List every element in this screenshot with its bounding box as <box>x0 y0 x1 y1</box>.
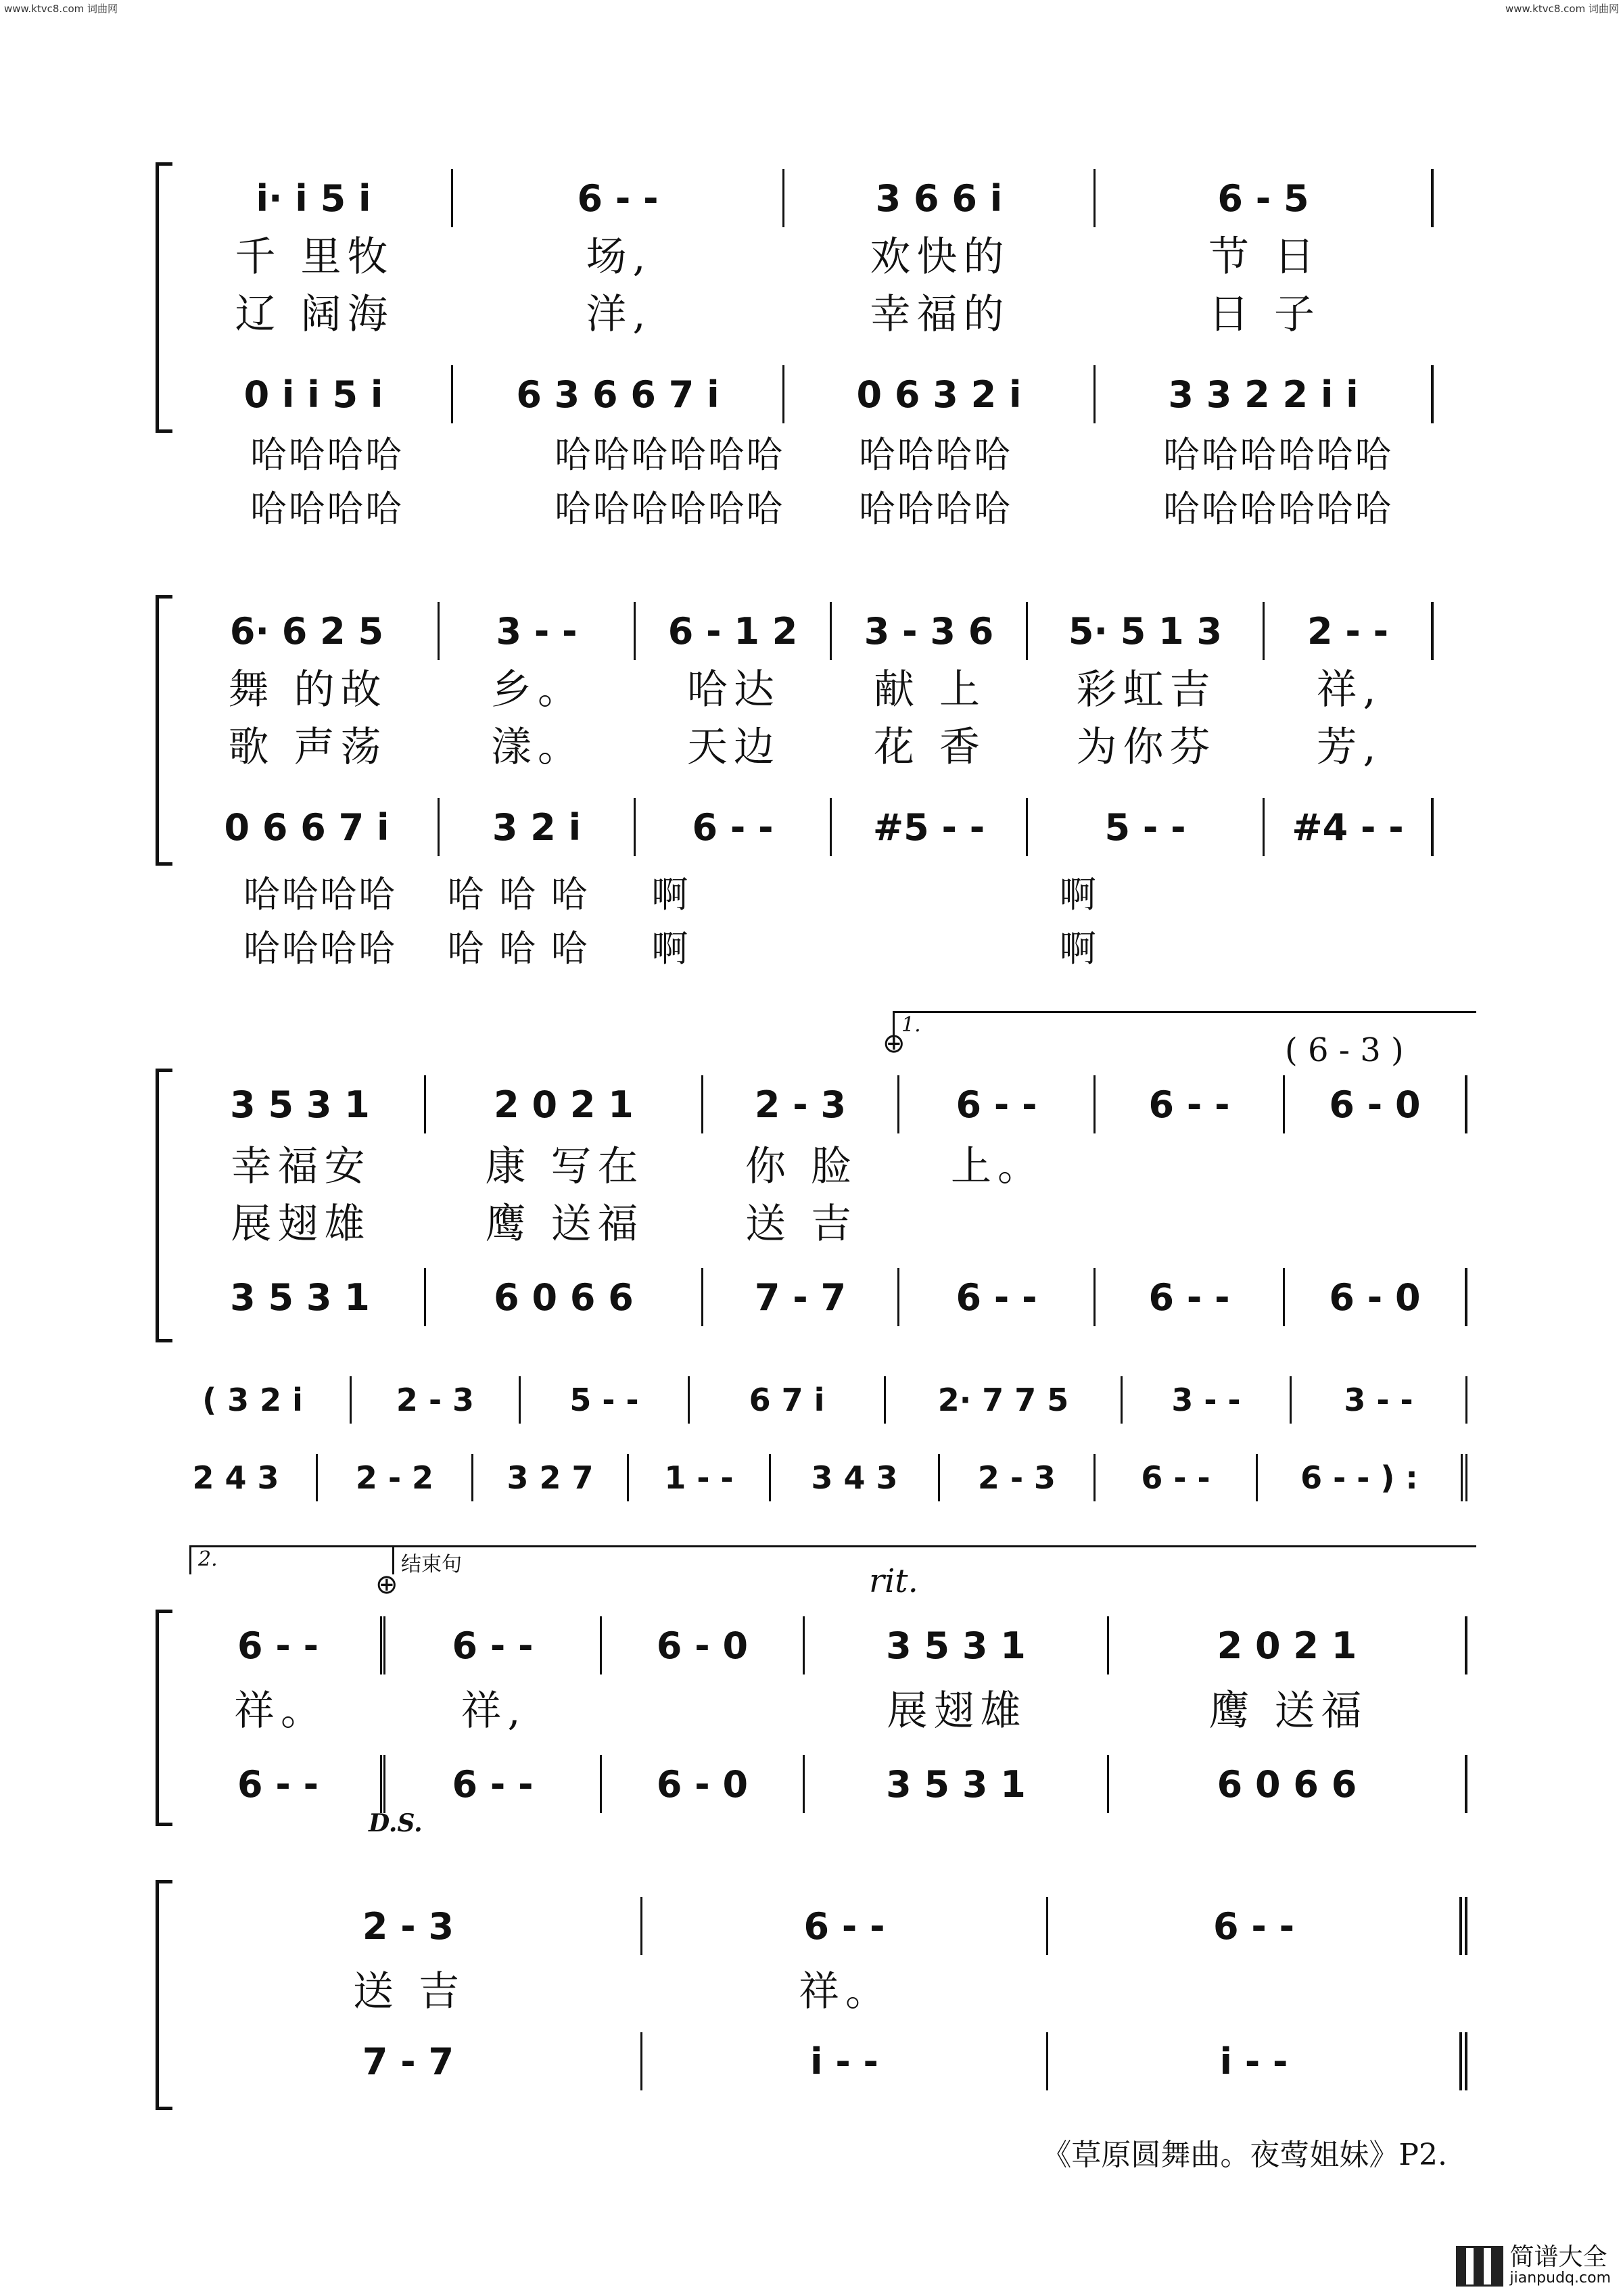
lyric: 为你芬 <box>1076 724 1217 771</box>
ha-lyric: 哈哈哈哈 <box>243 873 397 916</box>
ha-lyric: 啊 <box>1059 927 1098 970</box>
harmony-measure: 7 - 7 <box>703 1268 899 1326</box>
lyric <box>899 1194 1096 1248</box>
melody-measure: 3 5 3 1 <box>176 1075 426 1133</box>
lyric: 祥, <box>461 1687 527 1735</box>
inst-measure: 3 - - <box>1123 1376 1292 1424</box>
paren-note: ( 6 - 3 ) <box>1285 1031 1404 1069</box>
ha-lyric <box>1263 866 1467 918</box>
lyric: 幸福安 <box>231 1143 371 1190</box>
lyric: 节 日 <box>1208 233 1321 281</box>
melody-measure: 2 0 2 1 <box>1109 1616 1467 1674</box>
ha-lyric: 哈哈哈哈 <box>243 927 397 970</box>
lyric <box>1096 1194 1285 1248</box>
melody-measure: 6 - - <box>453 169 784 227</box>
harmony-measure: 6 0 6 6 <box>1109 1755 1467 1813</box>
ha-lyric <box>855 920 1060 972</box>
lyric: 祥。 <box>234 1687 327 1735</box>
inst-measure: 6 7 i <box>690 1376 886 1424</box>
melody-measure: i· i 5 i <box>176 169 453 227</box>
ha-lyric: 啊 <box>651 873 690 916</box>
lyric: 你 脸 <box>745 1143 858 1190</box>
harmony-measure: 3 2 i <box>440 798 636 856</box>
melody-measure: 6 - - <box>1048 1897 1467 1955</box>
lyric: 歌 声荡 <box>228 724 387 771</box>
melody-measure: 6 - - <box>176 1616 385 1674</box>
lyric: 辽 阔海 <box>235 291 394 338</box>
inst-measure: 6 - - <box>1096 1454 1258 1501</box>
lyric <box>1096 1136 1285 1190</box>
lyric: 鹰 送福 <box>485 1200 644 1248</box>
lyric: 天边 <box>687 724 780 771</box>
melody-measure: 2 - - <box>1265 602 1434 660</box>
lyric: 祥。 <box>799 1968 892 2015</box>
harmony-measure: 6 - 0 <box>1285 1268 1467 1326</box>
harmony-measure: #5 - - <box>832 798 1028 856</box>
ha-lyric: 哈哈哈哈 <box>859 434 1012 476</box>
harmony-measure: 6 3 6 6 7 i <box>453 365 784 423</box>
melody-measure: 6 - - <box>1096 1075 1285 1133</box>
lyric <box>1285 1136 1467 1190</box>
harmony-measure: 6 - - <box>385 1755 602 1813</box>
lyric: 哈达 <box>687 666 780 713</box>
ha-lyric: 哈哈哈哈哈哈 <box>1163 488 1394 530</box>
melody-measure: 6 - 0 <box>602 1616 805 1674</box>
inst-measure: 3 2 7 <box>473 1454 629 1501</box>
harmony-measure: 6 - - <box>636 798 832 856</box>
melody-measure: 6 - 5 <box>1096 169 1434 227</box>
lyric: 场, <box>586 233 652 281</box>
harmony-measure: 7 - 7 <box>176 2032 642 2090</box>
segno-icon: ⊕ <box>375 1569 398 1600</box>
harmony-measure: 0 6 3 2 i <box>784 365 1096 423</box>
instrumental-line-2 <box>156 1454 1467 1501</box>
lyric: 展翅雄 <box>887 1687 1027 1735</box>
lyric <box>602 1681 805 1735</box>
lyric: 彩虹吉 <box>1076 666 1217 713</box>
lyric: 乡。 <box>491 666 584 713</box>
harmony-measure: 0 6 6 7 i <box>176 798 440 856</box>
lyric: 鹰 送福 <box>1208 1687 1368 1735</box>
harmony-measure: 6 0 6 6 <box>426 1268 703 1326</box>
harmony-measure: 6 - - <box>899 1268 1096 1326</box>
lyric: 舞 的故 <box>228 666 387 713</box>
system-4 <box>156 1610 1467 1840</box>
melody-measure: 2 0 2 1 <box>426 1075 703 1133</box>
melody-measure: 6· 6 2 5 <box>176 602 440 660</box>
harmony-measure: 6 - 0 <box>602 1755 805 1813</box>
melody-measure: 6 - - <box>642 1897 1048 1955</box>
inst-measure: 1 - - <box>629 1454 771 1501</box>
rit-mark: rit. <box>869 1562 918 1600</box>
lyric: 送 吉 <box>352 1968 466 2015</box>
header-right: www.ktvc8.com 词曲网 <box>1505 3 1619 15</box>
inst-measure: 5 - - <box>521 1376 690 1424</box>
instrumental-line-1 <box>156 1376 1467 1424</box>
harmony-measure: 6 - - <box>176 1755 385 1813</box>
harmony-measure: 3 5 3 1 <box>805 1755 1109 1813</box>
melody-measure: 6 - - <box>899 1075 1096 1133</box>
logo-url: jianpudq.com <box>1509 2270 1611 2287</box>
header-left: www.ktvc8.com 词曲网 <box>4 3 118 15</box>
melody-measure: 6 - 0 <box>1285 1075 1467 1133</box>
inst-measure: 2· 7 7 5 <box>886 1376 1123 1424</box>
ha-lyric: 哈哈哈哈哈哈 <box>555 488 785 530</box>
site-logo <box>1456 2245 1611 2287</box>
harmony-measure: 0 i i 5 i <box>176 365 453 423</box>
harmony-measure: i - - <box>642 2032 1048 2090</box>
inst-measure: 2 4 3 <box>156 1454 318 1501</box>
logo-name: 简谱大全 <box>1509 2243 1607 2271</box>
melody-measure: 3 6 6 i <box>784 169 1096 227</box>
harmony-measure: i - - <box>1048 2032 1467 2090</box>
ha-lyric <box>855 866 1060 918</box>
system-5 <box>156 1880 1467 2110</box>
harmony-measure: 6 - - <box>1096 1268 1285 1326</box>
ending-label: 结束句 <box>392 1545 1476 1574</box>
melody-measure: 6 - - <box>385 1616 602 1674</box>
harmony-measure: 5 - - <box>1028 798 1265 856</box>
lyric: 花 香 <box>873 724 987 771</box>
lyric: 祥, <box>1316 666 1382 713</box>
system-1 <box>156 156 1467 534</box>
lyric: 展翅雄 <box>231 1200 371 1248</box>
harmony-measure: 3 3 2 2 i i <box>1096 365 1434 423</box>
melody-measure: 2 - 3 <box>703 1075 899 1133</box>
page-caption: 《草原圆舞曲。夜莺姐妹》P2. <box>1041 2138 1447 2172</box>
lyric: 上。 <box>951 1143 1044 1190</box>
lyric <box>1048 1961 1467 2015</box>
ha-lyric: 啊 <box>651 927 690 970</box>
ha-lyric: 哈哈哈哈 <box>250 488 404 530</box>
lyric: 洋, <box>586 291 652 338</box>
inst-measure: 3 4 3 <box>771 1454 940 1501</box>
ha-lyric <box>1263 920 1467 972</box>
harmony-measure: 3 5 3 1 <box>176 1268 426 1326</box>
volta-1-bracket: 1. <box>893 1011 1476 1040</box>
lyric: 千 里牧 <box>235 233 394 281</box>
lyric: 康 写在 <box>485 1143 644 1190</box>
system-2 <box>156 595 1467 974</box>
melody-measure: 3 - 3 6 <box>832 602 1028 660</box>
ha-lyric: 哈哈哈哈哈哈 <box>555 434 785 476</box>
melody-measure: 3 5 3 1 <box>805 1616 1109 1674</box>
lyric: 献 上 <box>873 666 987 713</box>
melody-measure: 2 - 3 <box>176 1897 642 1955</box>
inst-measure: ( 3 2 i <box>156 1376 352 1424</box>
ha-lyric: 哈哈哈哈 <box>859 488 1012 530</box>
inst-measure: 6 - - ) : <box>1258 1454 1467 1501</box>
ha-lyric: 哈 哈 哈 <box>447 873 590 916</box>
piano-icon <box>1456 2246 1503 2287</box>
harmony-measure: #4 - - <box>1265 798 1434 856</box>
melody-measure: 5· 5 1 3 <box>1028 602 1265 660</box>
inst-measure: 2 - 2 <box>318 1454 473 1501</box>
lyric: 送 吉 <box>745 1200 858 1248</box>
ha-lyric: 哈哈哈哈 <box>250 434 404 476</box>
inst-measure: 2 - 3 <box>352 1376 521 1424</box>
melody-measure: 3 - - <box>440 602 636 660</box>
ha-lyric: 啊 <box>1059 873 1098 916</box>
lyric: 漾。 <box>491 724 584 771</box>
ha-lyric: 哈 哈 哈 <box>447 927 590 970</box>
lyric: 日 子 <box>1208 291 1321 338</box>
ha-lyric: 哈哈哈哈哈哈 <box>1163 434 1394 476</box>
system-3 <box>156 1069 1467 1339</box>
inst-measure: 3 - - <box>1292 1376 1467 1424</box>
volta-2: 2. <box>189 1545 394 1574</box>
ds-mark: D.S. <box>369 1809 423 1837</box>
segno-icon: ⊕ <box>883 1028 905 1059</box>
inst-measure: 2 - 3 <box>940 1454 1096 1501</box>
lyric <box>1285 1194 1467 1248</box>
lyric: 幸福的 <box>870 291 1010 338</box>
lyric: 芳, <box>1316 724 1382 771</box>
melody-measure: 6 - 1 2 <box>636 602 832 660</box>
lyric: 欢快的 <box>870 233 1010 281</box>
